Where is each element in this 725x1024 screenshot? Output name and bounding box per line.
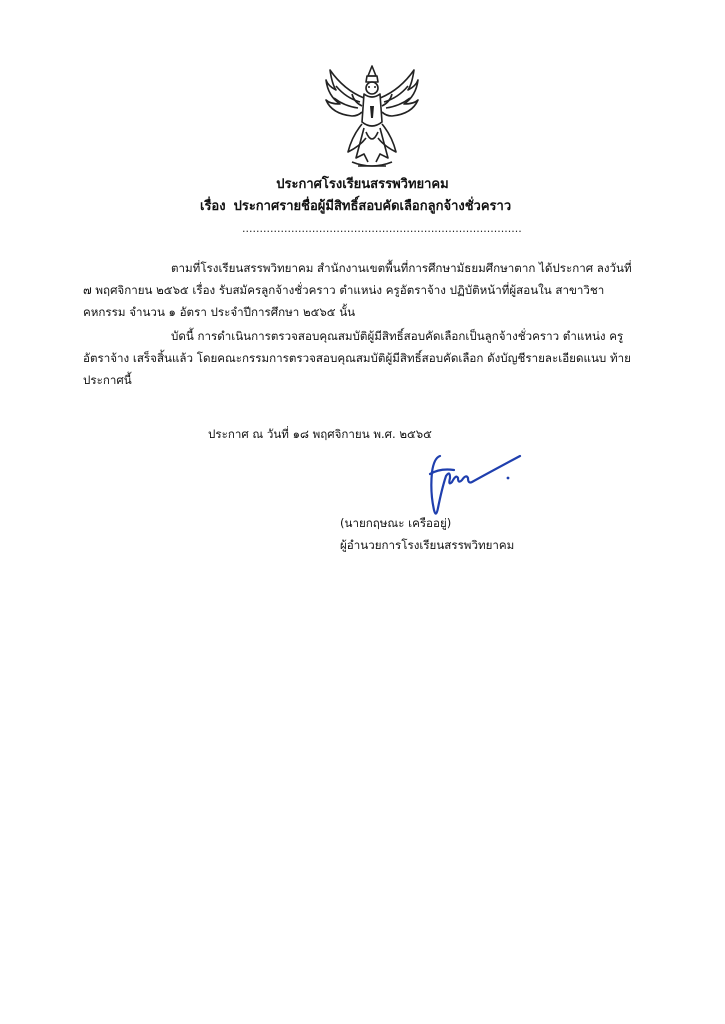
subject-text: ประกาศรายชื่อผู้มีสิทธิ์สอบคัดเลือกลูกจ้างชั่วคราว (233, 199, 512, 214)
subject-label: เรื่อง (200, 199, 226, 214)
body-paragraph-1 (83, 257, 643, 323)
body-paragraph-2 (83, 325, 643, 391)
document-subject (200, 196, 511, 218)
document-title: ประกาศโรงเรียนสรรพวิทยาคม (276, 177, 449, 192)
paragraph-1-text: ตามที่โรงเรียนสรรพวิทยาคม สำนักงานเขตพื้นที่การศึกษามัธยมศึกษาตาก ได้ประกาศ ลงวันที่ ๗ พฤศจิกายน ๒๕๖๕ เรื่อง รับสมัครลูกจ้างชั่วคราว ตำแหน่ง ครูอัตราจ้าง ปฏิบัติหน้าที่ผู้สอนใน สาขาวิชาคหกรรม จำนวน ๑ อัตรา ประจำปีการศึกษา ๒๕๖๕ นั้น (83, 261, 632, 319)
handwritten-signature (420, 448, 530, 523)
signatory-name: (นายกฤษณะ เครืออยู่) (340, 516, 452, 530)
header-divider: ................................................................................ (242, 222, 522, 235)
announcement-date: ประกาศ ณ วันที่ ๑๘ พฤศจิกายน พ.ศ. ๒๕๖๕ (208, 427, 432, 441)
signatory-position: ผู้อำนวยการโรงเรียนสรรพวิทยาคม (340, 538, 515, 552)
garuda-emblem-icon (322, 62, 422, 172)
paragraph-2-text: บัดนี้ การดำเนินการตรวจสอบคุณสมบัติผู้มีสิทธิ์สอบคัดเลือกเป็นลูกจ้างชั่วคราว ตำแหน่ง ครูอัตราจ้าง เสร็จสิ้นแล้ว โดยคณะกรรมการตรวจสอบคุณสมบัติผู้มีสิทธิ์สอบคัดเลือก ดังบัญชีรายละเอียดแนบ ท้ายประกาศนี้ (83, 329, 631, 387)
